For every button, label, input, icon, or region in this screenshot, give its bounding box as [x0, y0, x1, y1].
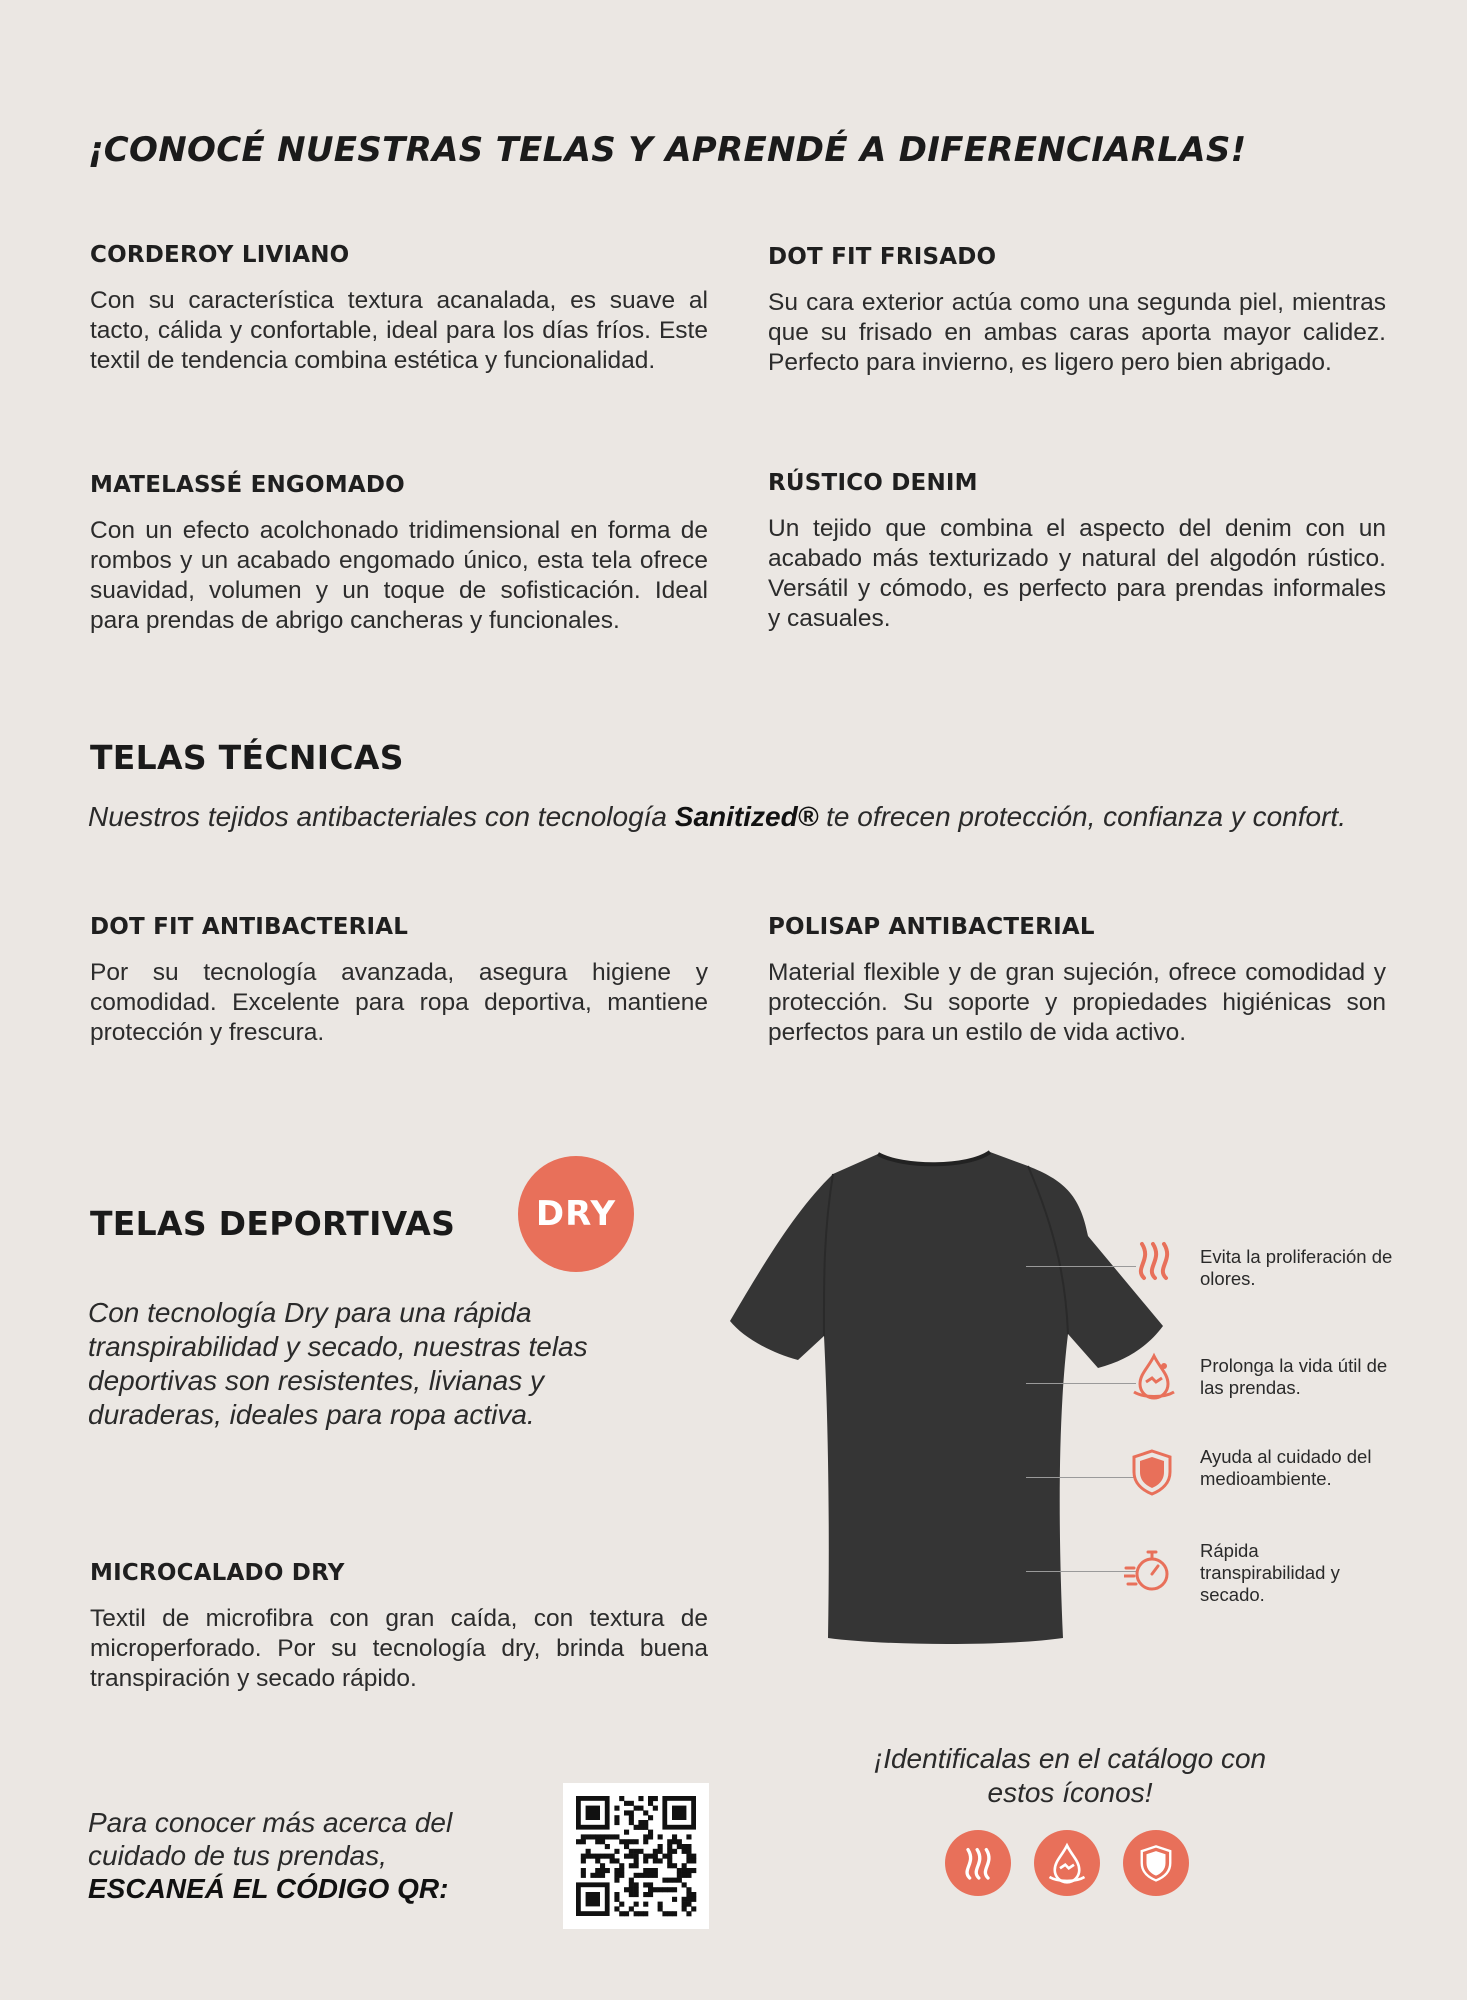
catalog-odor-icon: [945, 1830, 1011, 1896]
qr-code-pattern: [563, 1783, 709, 1929]
fabric-title-dotfit-frisado: DOT FIT FRISADO: [768, 244, 997, 270]
feature-line-4: [1026, 1571, 1136, 1572]
fabric-title-corderoy: CORDEROY LIVIANO: [90, 242, 350, 268]
dry-badge: DRY: [518, 1156, 634, 1272]
fabric-title-polisap: POLISAP ANTIBACTERIAL: [768, 914, 1095, 940]
garment-drop-icon: [1130, 1352, 1178, 1400]
feature-text-drying: Rápida transpirabilidad y secado.: [1200, 1540, 1340, 1605]
odor-waves-icon: [1130, 1236, 1178, 1284]
qr-code[interactable]: [563, 1783, 709, 1929]
feature-line-1: [1026, 1266, 1136, 1267]
section-title-sport: TELAS DEPORTIVAS: [90, 1204, 456, 1243]
garment-drop-icon: [1046, 1842, 1088, 1884]
section-title-technical: TELAS TÉCNICAS: [90, 738, 404, 777]
feature-text-odor: Evita la proliferación de olores.: [1200, 1246, 1393, 1289]
sport-intro: Con tecnología Dry para una rápida transpirabilidad y secado, nuestras telas deportivas son resistentes, livianas y duraderas, ideales para ropa activa.: [88, 1297, 588, 1430]
feature-line-3: [1026, 1477, 1136, 1478]
catalog-title: ¡Identificalas en el catálogo con estos íconos!: [873, 1743, 1267, 1808]
fabric-title-rustico-denim: RÚSTICO DENIM: [768, 470, 978, 496]
feature-line-2: [1026, 1383, 1136, 1384]
technical-intro: Nuestros tejidos antibacteriales con tecnología Sanitized® te ofrecen protección, confianza y confort.: [88, 801, 1346, 832]
shield-icon: [1137, 1844, 1175, 1882]
fabric-text-dotfit-antibacterial: Por su tecnología avanzada, asegura higiene y comodidad. Excelente para ropa deportiva, mantiene protección y frescura.: [90, 959, 708, 1046]
catalog-garment-icon: [1034, 1830, 1100, 1896]
fabric-title-matelasse: MATELASSÉ ENGOMADO: [90, 472, 405, 498]
fabric-text-corderoy: Con su característica textura acanalada, es suave al tacto, cálida y confortable, ideal para los días fríos. Este textil de tendencia combina estética y funcionalidad.: [90, 287, 708, 374]
sanitized-brand: Sanitized®: [674, 801, 819, 832]
fabric-text-polisap: Material flexible y de gran sujeción, ofrece comodidad y protección. Su soporte y propiedades higiénicas son perfectos para un estilo de vida activo.: [768, 959, 1386, 1046]
fabric-text-rustico-denim: Un tejido que combina el aspecto del denim con un acabado más texturizado y natural del algodón rústico. Versátil y cómodo, es perfecto para prendas informales y casuales.: [768, 515, 1386, 632]
qr-instructions: Para conocer más acerca del cuidado de tus prendas, ESCANEÁ EL CÓDIGO QR:: [88, 1806, 538, 1905]
odor-waves-icon: [958, 1843, 998, 1883]
page-title: ¡CONOCÉ NUESTRAS TELAS Y APRENDÉ A DIFERENCIARLAS!: [88, 130, 1247, 170]
fabric-text-microcalado: Textil de microfibra con gran caída, con textura de microperforado. Por su tecnología dry, brinda buena transpiración y secado rápido.: [90, 1605, 708, 1692]
feature-text-environment: Ayuda al cuidado del medioambiente.: [1200, 1446, 1372, 1489]
stopwatch-icon: [1124, 1546, 1172, 1594]
qr-call-to-action: ESCANEÁ EL CÓDIGO QR:: [88, 1873, 449, 1904]
fabric-text-matelasse: Con un efecto acolchonado tridimensional en forma de rombos y un acabado engomado único, esta tela ofrece suavidad, volumen y un toque de sofisticación. Ideal para prendas de abrigo cancheras y funcionales.: [90, 517, 708, 634]
feature-text-lifespan: Prolonga la vida útil de las prendas.: [1200, 1355, 1388, 1398]
catalog-shield-icon: [1123, 1830, 1189, 1896]
fabric-text-dotfit-frisado: Su cara exterior actúa como una segunda piel, mientras que su frisado en ambas caras aporta mayor calidez. Perfecto para invierno, es ligero pero bien abrigado.: [768, 289, 1386, 376]
fabric-title-dotfit-antibacterial: DOT FIT ANTIBACTERIAL: [90, 914, 409, 940]
fabric-title-microcalado: MICROCALADO DRY: [90, 1560, 345, 1586]
shield-icon: [1128, 1448, 1176, 1496]
